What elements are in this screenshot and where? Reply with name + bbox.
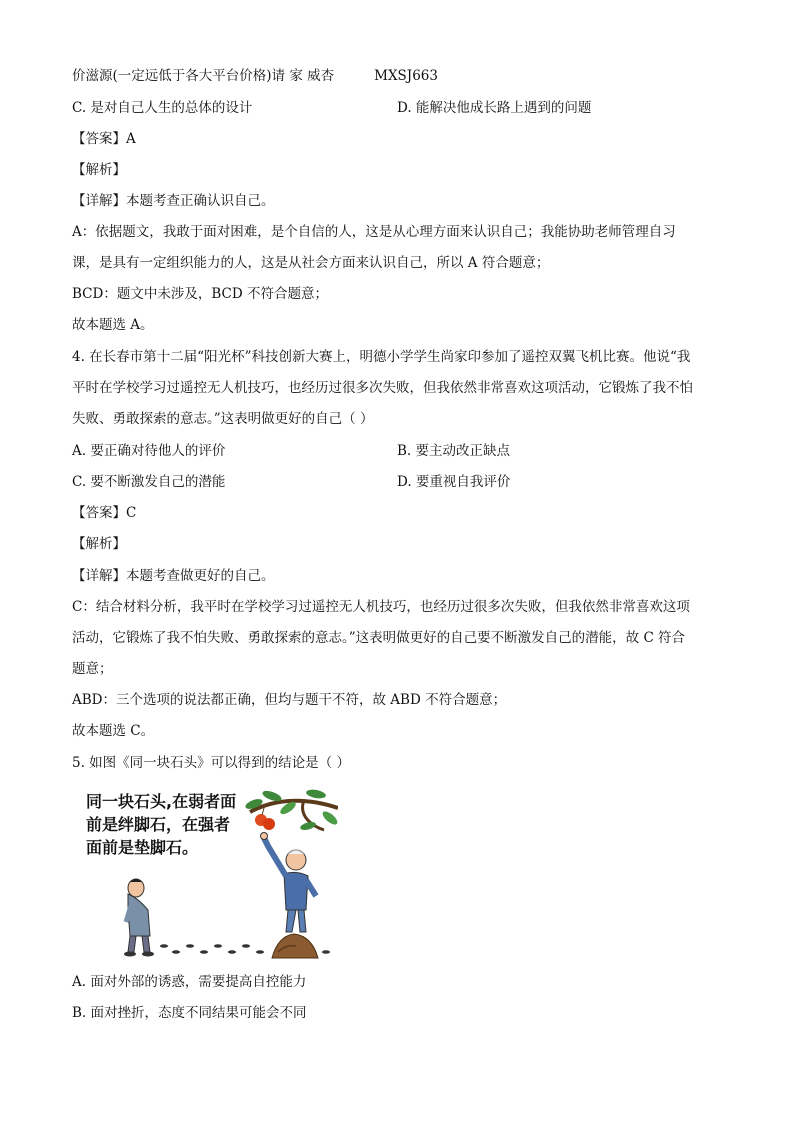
q3-explanation-line: 课，是具有一定组织能力的人，这是从社会方面来认识自己，所以 A 符合题意；: [72, 255, 550, 271]
q4-stem-line: 4. 在长春市第十二届“阳光杯”科技创新大赛上，明德小学学生尚家印参加了遥控双翼飞机比赛。他说“我: [72, 349, 691, 365]
q4-explanation-line: C：结合材料分析，我平时在学校学习过遥控无人机技巧，也经历过很多次失败，但我依然非常喜欢这项: [72, 599, 690, 615]
cartoon-caption: [86, 790, 236, 859]
q4-option-d: D. 要重视自我评价: [397, 474, 511, 490]
q5-option-b: B. 面对挫折，态度不同结果可能会不同: [72, 1005, 307, 1021]
q4-detail: 【详解】本题考查做更好的自己。: [72, 568, 275, 584]
q3-explanation-line: BCD：题文中未涉及，BCD 不符合题意；: [72, 286, 328, 302]
q3-conclusion: 故本题选 A。: [72, 317, 154, 333]
q5-stem: 5. 如图《同一块石头》可以得到的结论是（ ）: [72, 755, 350, 771]
q3-detail: 【详解】本题考查正确认识自己。: [72, 193, 275, 209]
q3-analysis-label: 【解析】: [72, 162, 126, 178]
q4-option-c: C. 要不断激发自己的潜能: [72, 474, 226, 490]
q4-explanation-line: 题意；: [72, 661, 113, 677]
cartoon-caption-line: 前是绊脚石，在强者: [86, 815, 231, 834]
q3-option-d: D. 能解决他成长路上遇到的问题: [397, 100, 592, 116]
header-text: 价滋源(一定远低于各大平台价格)请 家 威杏: [72, 68, 335, 84]
q4-answer: 【答案】C: [72, 505, 137, 521]
q5-option-a: A. 面对外部的诱惑，需要提高自控能力: [72, 974, 307, 990]
q4-analysis-label: 【解析】: [72, 536, 126, 552]
q4-explanation-line: 活动，它锻炼了我不怕失败、勇敢探索的意志。”这表明做更好的自己要不断激发自己的潜能，故 C 符合: [72, 630, 686, 646]
cartoon-caption-line: 面前是垫脚石。: [86, 838, 199, 857]
q4-stem-line: 平时在学校学习过遥控无人机技巧，也经历过很多次失败，但我依然非常喜欢这项活动，它锻炼了我不怕: [72, 380, 693, 396]
q3-explanation-line: A：依据题文，我敢于面对困难，是个自信的人，这是从心理方面来认识自己；我能协助老师管理自习: [72, 224, 676, 240]
q4-explanation-line: ABD：三个选项的说法都正确，但均与题干不符，故 ABD 不符合题意；: [72, 692, 507, 708]
q3-option-c: C. 是对自己人生的总体的设计: [72, 100, 253, 116]
page-header: [72, 66, 438, 86]
header-code: MXSJ663: [374, 68, 438, 84]
q4-conclusion: 故本题选 C。: [72, 723, 155, 739]
cartoon-same-stone: [72, 786, 338, 964]
q4-option-a: A. 要正确对待他人的评价: [72, 443, 226, 459]
cartoon-caption-line: 同一块石头,在弱者面: [86, 792, 237, 811]
q3-answer: 【答案】A: [72, 131, 136, 147]
q4-stem-line: 失败、勇敢探索的意志。”这表明做更好的自己（ ）: [72, 411, 374, 427]
q4-option-b: B. 要主动改正缺点: [397, 443, 511, 459]
